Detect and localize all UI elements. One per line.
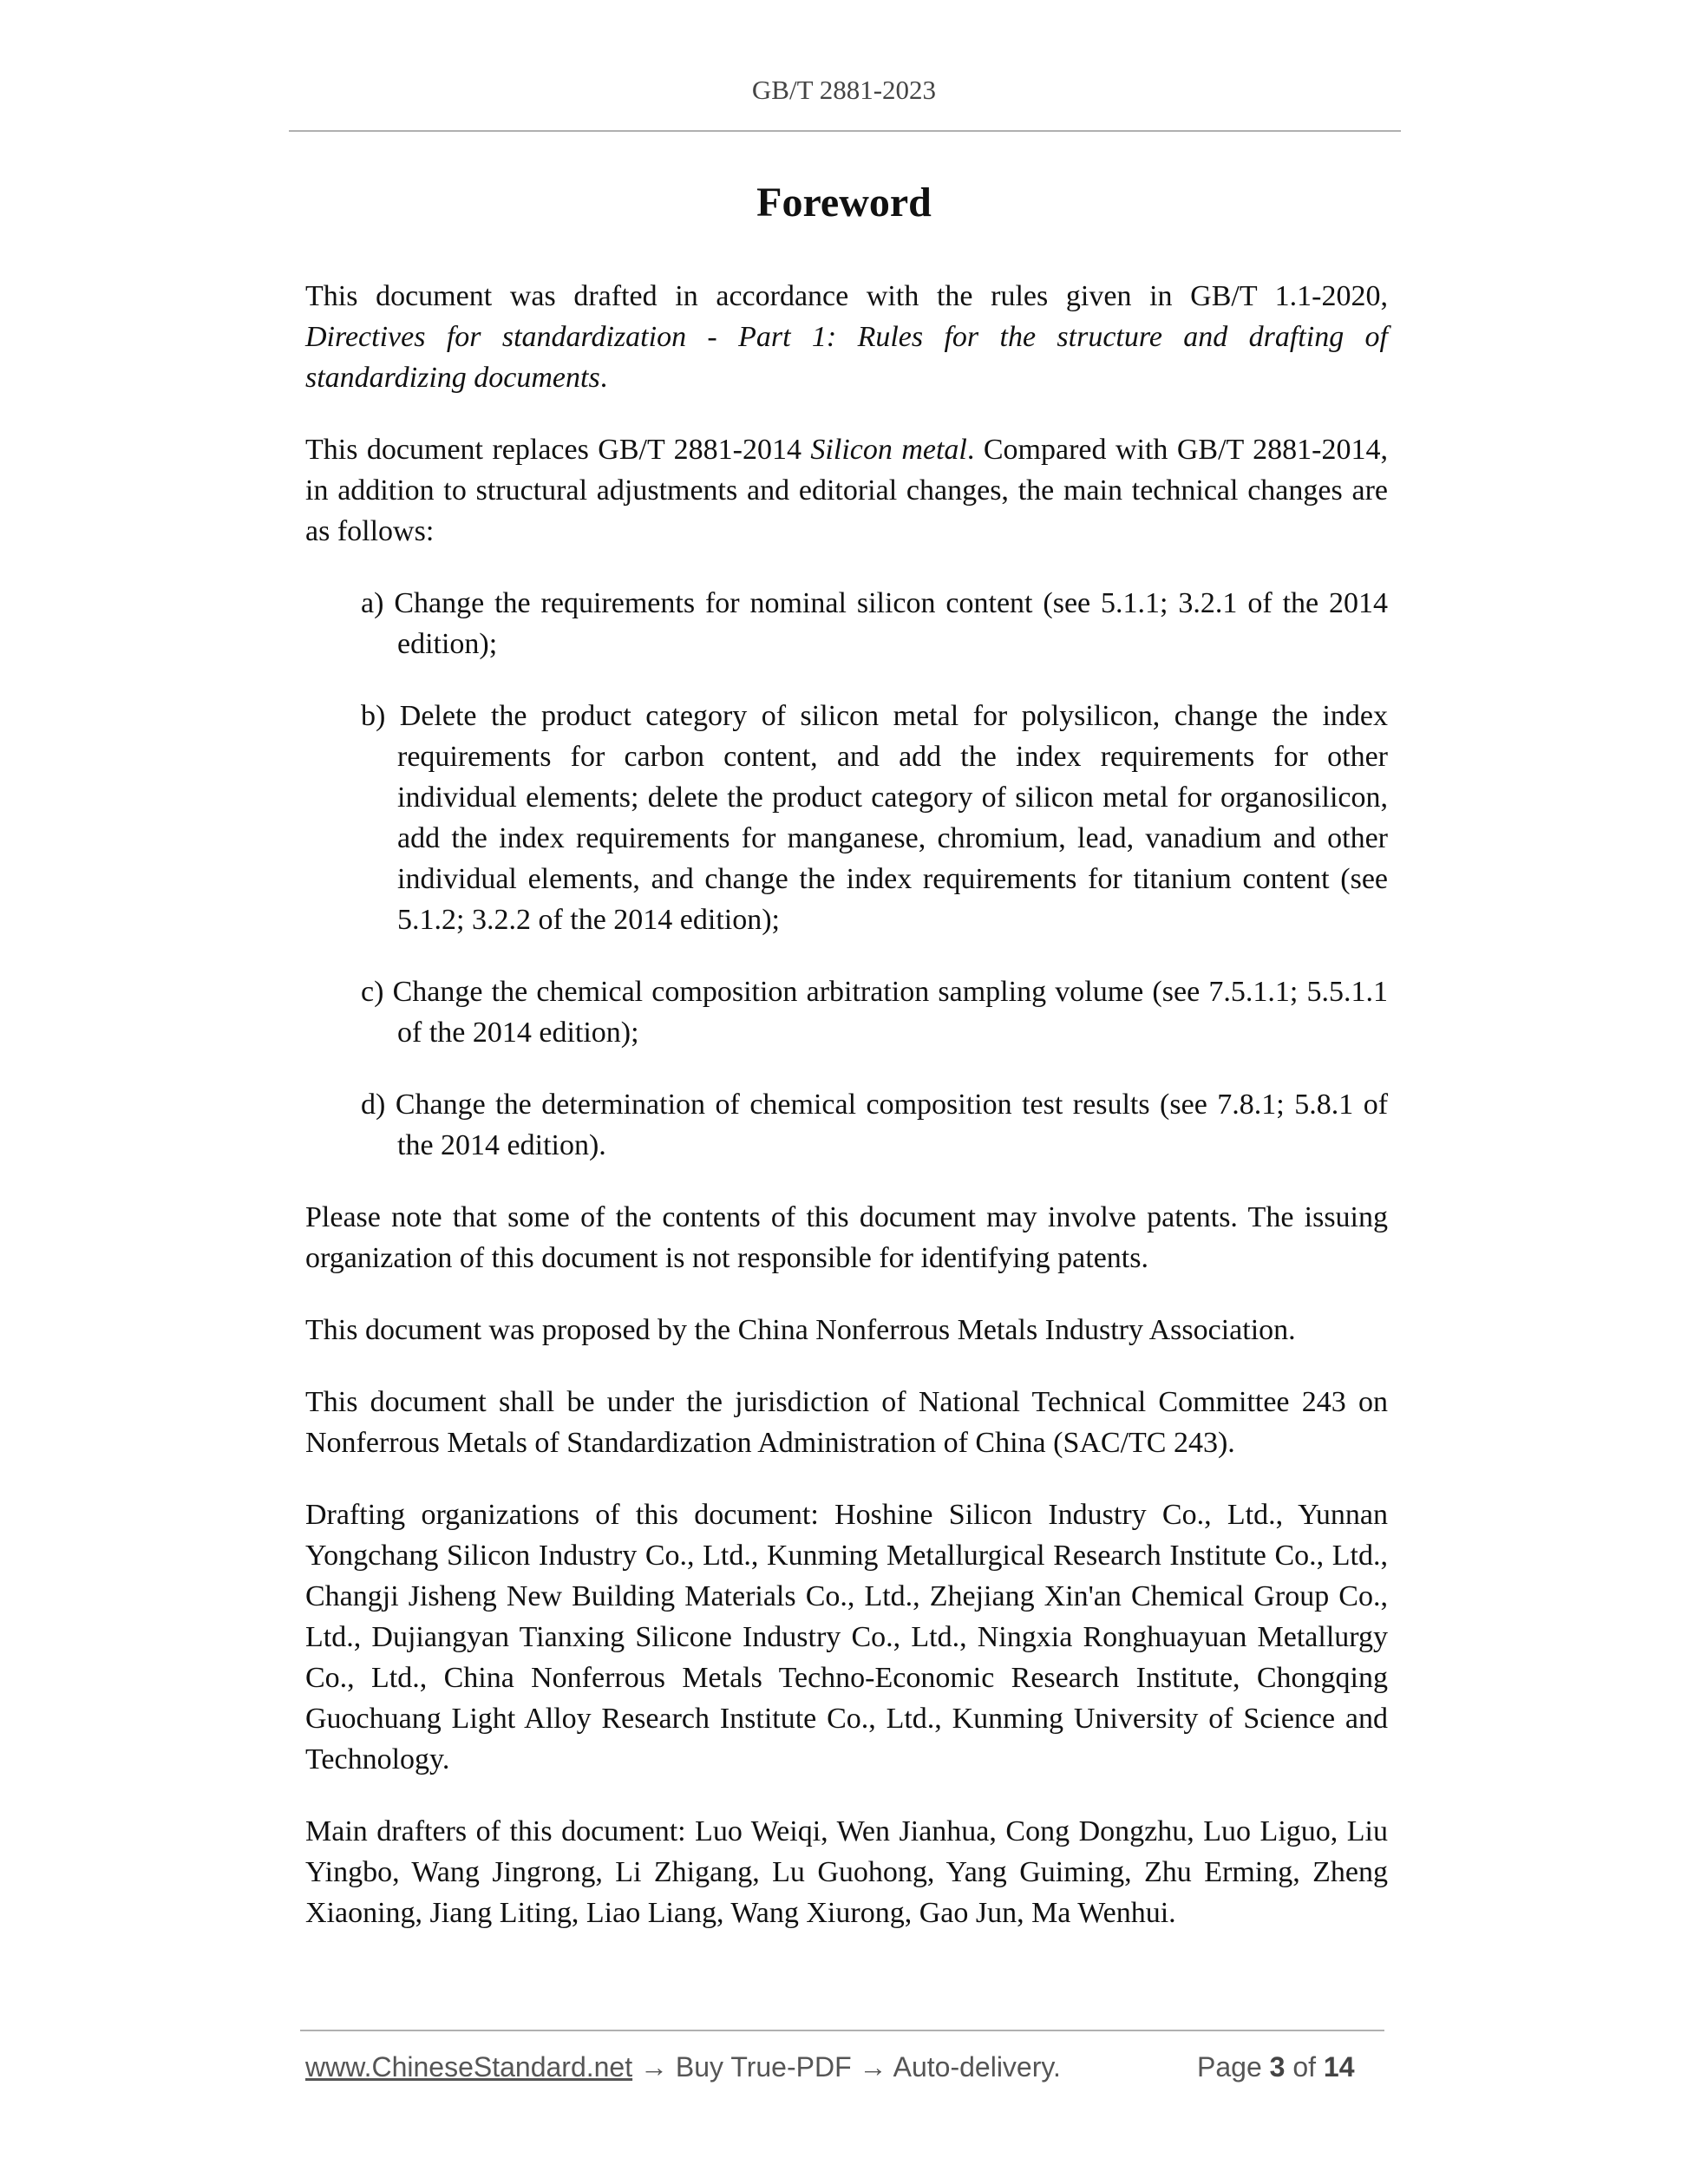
paragraph-drafting-rules-text: This document was drafted in accordance with the rules given in GB/T 1.1-2020, bbox=[305, 280, 1388, 312]
footer-website-link[interactable]: www.ChineseStandard.net bbox=[305, 2051, 633, 2083]
change-marker: a) bbox=[361, 587, 384, 619]
paragraph-replaces-post: . Compared with GB/T 2881-2014, in addition to structural adjustments and editorial changes, the main technical changes are as follows: bbox=[305, 434, 1389, 547]
current-page-number: 3 bbox=[1269, 2051, 1286, 2083]
change-marker: b) bbox=[361, 700, 386, 732]
of-word: of bbox=[1285, 2051, 1324, 2083]
directives-title: Directives for standardization - Part 1: Rules for the structure and drafting of standardizing documents bbox=[305, 321, 1388, 394]
change-item-d bbox=[361, 1084, 1388, 1166]
footer-divider bbox=[300, 2030, 1384, 2031]
page-word: Page bbox=[1197, 2051, 1270, 2083]
replaced-standard-title: Silicon metal bbox=[810, 434, 967, 466]
document-body bbox=[305, 276, 1388, 1965]
change-marker: c) bbox=[361, 976, 384, 1008]
page-title: Foreword bbox=[756, 180, 932, 226]
footer-promo bbox=[305, 2051, 1061, 2083]
change-item-c bbox=[361, 971, 1388, 1053]
change-item-b bbox=[361, 696, 1388, 940]
total-pages-number: 14 bbox=[1323, 2051, 1355, 2083]
paragraph-main-drafters: Main drafters of this document: Luo Weiqi, Wen Jianhua, Cong Dongzhu, Luo Liguo, Liu Yingbo, Wang Jingrong, Li Zhigang, Lu Guohong, Yang Guiming, Zhu Erming, Zheng Xiaoning, Jiang Liting, Liao Liang, Wang Xiurong, Gao Jun, Ma Wenhui. bbox=[305, 1815, 1388, 1929]
paragraph-replaces-pre: This document replaces GB/T 2881-2014 bbox=[305, 434, 811, 466]
paragraph-drafting-rules-end: . bbox=[599, 362, 608, 394]
paragraph-drafting-organizations: Drafting organizations of this document: Hoshine Silicon Industry Co., Ltd., Yunnan Yongchang Silicon Industry Co., Ltd., Kunming Metallurgical Research Institute Co., Ltd., Changji Jisheng New Building Materials Co., Ltd., Zhejiang Xin'an Chemical Group Co., Ltd., Dujiangyan Tianxing Silicone Industry Co., Ltd., Ningxia Ronghuayuan Metallurgy Co., Ltd., China Nonferrous Metals Techno-Economic Research Institute, Chongqing Guochuang Light Alloy Research Institute Co., Ltd., Kunming University of Science and Technology. bbox=[305, 1499, 1388, 1775]
change-text: Change the chemical composition arbitration sampling volume (see 7.5.1.1; 5.5.1.1 of the 2014 edition); bbox=[392, 976, 1388, 1049]
change-text: Change the requirements for nominal silicon content (see 5.1.1; 3.2.1 of the 2014 edition); bbox=[394, 587, 1389, 660]
change-marker: d) bbox=[361, 1089, 386, 1121]
change-text: Delete the product category of silicon metal for polysilicon, change the index requirements for carbon content, and add the index requirements for other individual elements; delete the product category of silicon metal for organosilicon, add the index requirements for manganese, chromium, lead, vanadium and other individual elements, and change the index requirements for titanium content (see 5.1.2; 3.2.2 of the 2014 edition); bbox=[397, 700, 1388, 936]
paragraph-jurisdiction: This document shall be under the jurisdiction of National Technical Committee 243 on Nonferrous Metals of Standardization Administration of China (SAC/TC 243). bbox=[305, 1386, 1388, 1459]
change-item-a bbox=[361, 583, 1388, 664]
page-indicator bbox=[1197, 2051, 1354, 2083]
paragraph-proposed: This document was proposed by the China Nonferrous Metals Industry Association. bbox=[305, 1314, 1296, 1346]
paragraph-replaces bbox=[305, 429, 1388, 552]
header-divider bbox=[289, 130, 1401, 132]
paragraph-drafting-rules bbox=[305, 276, 1388, 398]
running-header-code: GB/T 2881-2023 bbox=[751, 75, 937, 105]
footer-tagline: → Buy True-PDF → Auto-delivery. bbox=[632, 2051, 1061, 2083]
paragraph-patents: Please note that some of the contents of this document may involve patents. The issuing organization of this document is not responsible for identifying patents. bbox=[305, 1201, 1388, 1274]
change-text: Change the determination of chemical composition test results (see 7.8.1; 5.8.1 of the 2014 edition). bbox=[395, 1089, 1389, 1161]
